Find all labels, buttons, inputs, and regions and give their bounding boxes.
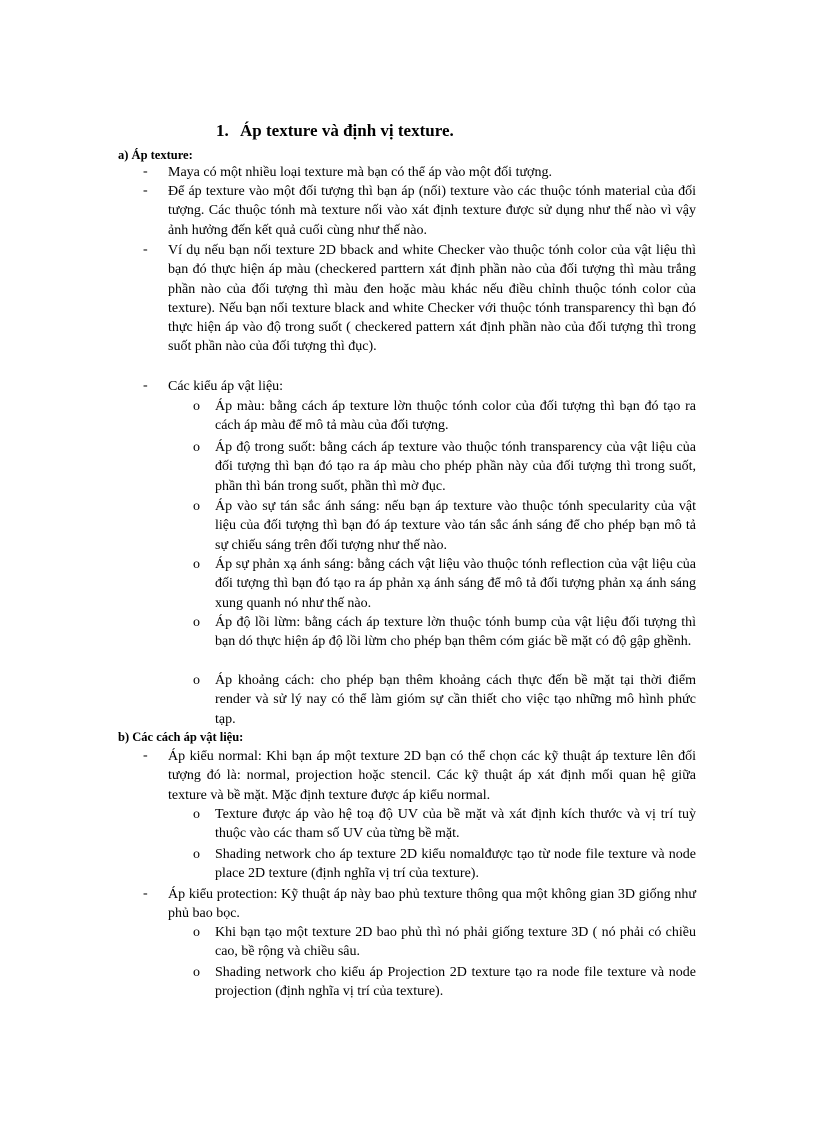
sub-list-item: Texture được áp vào hệ toạ độ UV của bề mặt và xát định kích thước và vị trí tuỳ thuộc vào các tham số UV của từng bề mặt. — [215, 807, 696, 842]
list-item: Ví dụ nếu bạn nối texture 2D bback and white Checker vào thuộc tónh color của vật liệu thì bạn đó thực hiện áp màu (checkered parttern xát định phần nào của đối tượng thì màu trắng phần nào của đối tượng thì màu đen hoặc màu khác nếu điều chỉnh thuộc tónh color của texture). Nếu bạn nối texture black and white Checker với thuộc tónh transparency thì bạn đó thực hiện áp vào độ trong suốt ( checkered pattern xát định phần nào của đối tượng thì trong suốt phần nào của đối tượng thì đục). — [168, 243, 696, 355]
section-b-heading: b) Các cách áp vật liệu: — [118, 730, 244, 744]
bullet-dash: - — [143, 748, 148, 763]
sub-list-item: Áp vào sự tán sắc ánh sáng: nếu bạn áp texture vào thuộc tónh specularity của vật liệu của đối tượng thì bạn đó áp texture vào tán sắc ánh sáng để cho phép bạn mô tả sự chiếu sáng trên đối tượng như thế nào. — [215, 499, 696, 553]
bullet-circle: o — [193, 615, 200, 630]
sub-list-item: Áp độ trong suốt: bằng cách áp texture vào thuộc tónh transparency của vật liệu của đối tượng thì bạn đó tạo ra áp màu cho phép phần này của đối tượng thì trong suốt, phần thì bán trong suốt, phần thì mờ đục. — [215, 440, 696, 494]
list-item: Để áp texture vào một đối tượng thì bạn áp (nối) texture vào các thuộc tónh material của đối tượng. Các thuộc tónh mà texture nối vào xát định texture được sử dụng như thế nào vì vậy ảnh hưởng đến kết quả cuối cùng như thế nào. — [168, 184, 696, 238]
bullet-dash: - — [143, 378, 148, 393]
bullet-circle: o — [193, 399, 200, 414]
sub-list-item: Áp sự phản xạ ánh sáng: bằng cách vật liệu vào thuộc tónh reflection của vật liệu của đối tượng thì bạn đó tạo ra áp phản xạ ánh sáng để mô tả đối tượng phản xạ ánh sáng xung quanh nó như thế nào. — [215, 557, 696, 611]
sub-list-item: Áp độ lồi lừm: bằng cách áp texture lờn thuộc tónh bump của vật liệu đối tượng thì bạn dó thực hiện áp độ lồi lừm cho phép bạn thêm cóm giác bề mặt có độ gập ghềnh. — [215, 615, 696, 650]
bullet-circle: o — [193, 807, 200, 822]
sub-list-item: Áp màu: bằng cách áp texture lờn thuộc tónh color của đối tượng thì bạn đó tạo ra cách áp màu để mô tả màu của đối tượng. — [215, 399, 696, 434]
bullet-circle: o — [193, 965, 200, 980]
bullet-circle: o — [193, 847, 200, 862]
sub-list-item: Khi bạn tạo một texture 2D bao phủ thì nó phải giống texture 3D ( nó phải có chiều cao, bề rộng và chiều sâu. — [215, 925, 696, 960]
list-item: Maya có một nhiều loại texture mà bạn có thể áp vào một đối tượng. — [168, 165, 552, 180]
sub-list-item: Shading network cho kiểu áp Projection 2D texture tạo ra node file texture và node projection (định nghĩa vị trí của texture). — [215, 965, 696, 1000]
bullet-circle: o — [193, 673, 200, 688]
bullet-dash: - — [143, 886, 148, 901]
title-text: Áp texture và định vị texture. — [240, 121, 454, 140]
bullet-circle: o — [193, 557, 200, 572]
sub-list-item: Áp khoảng cách: cho phép bạn thêm khoảng cách thực đến bề mặt tại thời điểm render và sử lý nay có thể làm gióm sự cần thiết cho việc tạo những mô hình phức tạp. — [215, 673, 696, 727]
bullet-dash: - — [143, 242, 148, 257]
list-item: Các kiểu áp vật liệu: — [168, 379, 284, 394]
section-a-heading: a) Áp texture: — [118, 148, 193, 162]
bullet-dash: - — [143, 183, 148, 198]
bullet-circle: o — [193, 440, 200, 455]
sub-list-item: Shading network cho áp texture 2D kiểu nomalđược tạo từ node file texture và node place 2D texture (định nghĩa vị trí của texture). — [215, 847, 696, 882]
page-title — [216, 121, 454, 141]
title-number: 1. — [216, 121, 229, 140]
list-item: Áp kiểu normal: Khi bạn áp một texture 2D bạn có thể chọn các kỹ thuật áp texture lên đối tượng đó là: normal, projection hoặc stencil. Các kỹ thuật áp xát định mối quan hệ giữa texture và bề mặt. Mặc định texture được áp kiểu normal. — [168, 749, 696, 803]
bullet-circle: o — [193, 925, 200, 940]
list-item: Áp kiểu protection: Kỹ thuật áp này bao phủ texture thông qua một không gian 3D giống như phủ bao bọc. — [168, 887, 696, 922]
bullet-circle: o — [193, 499, 200, 514]
bullet-dash: - — [143, 164, 148, 179]
